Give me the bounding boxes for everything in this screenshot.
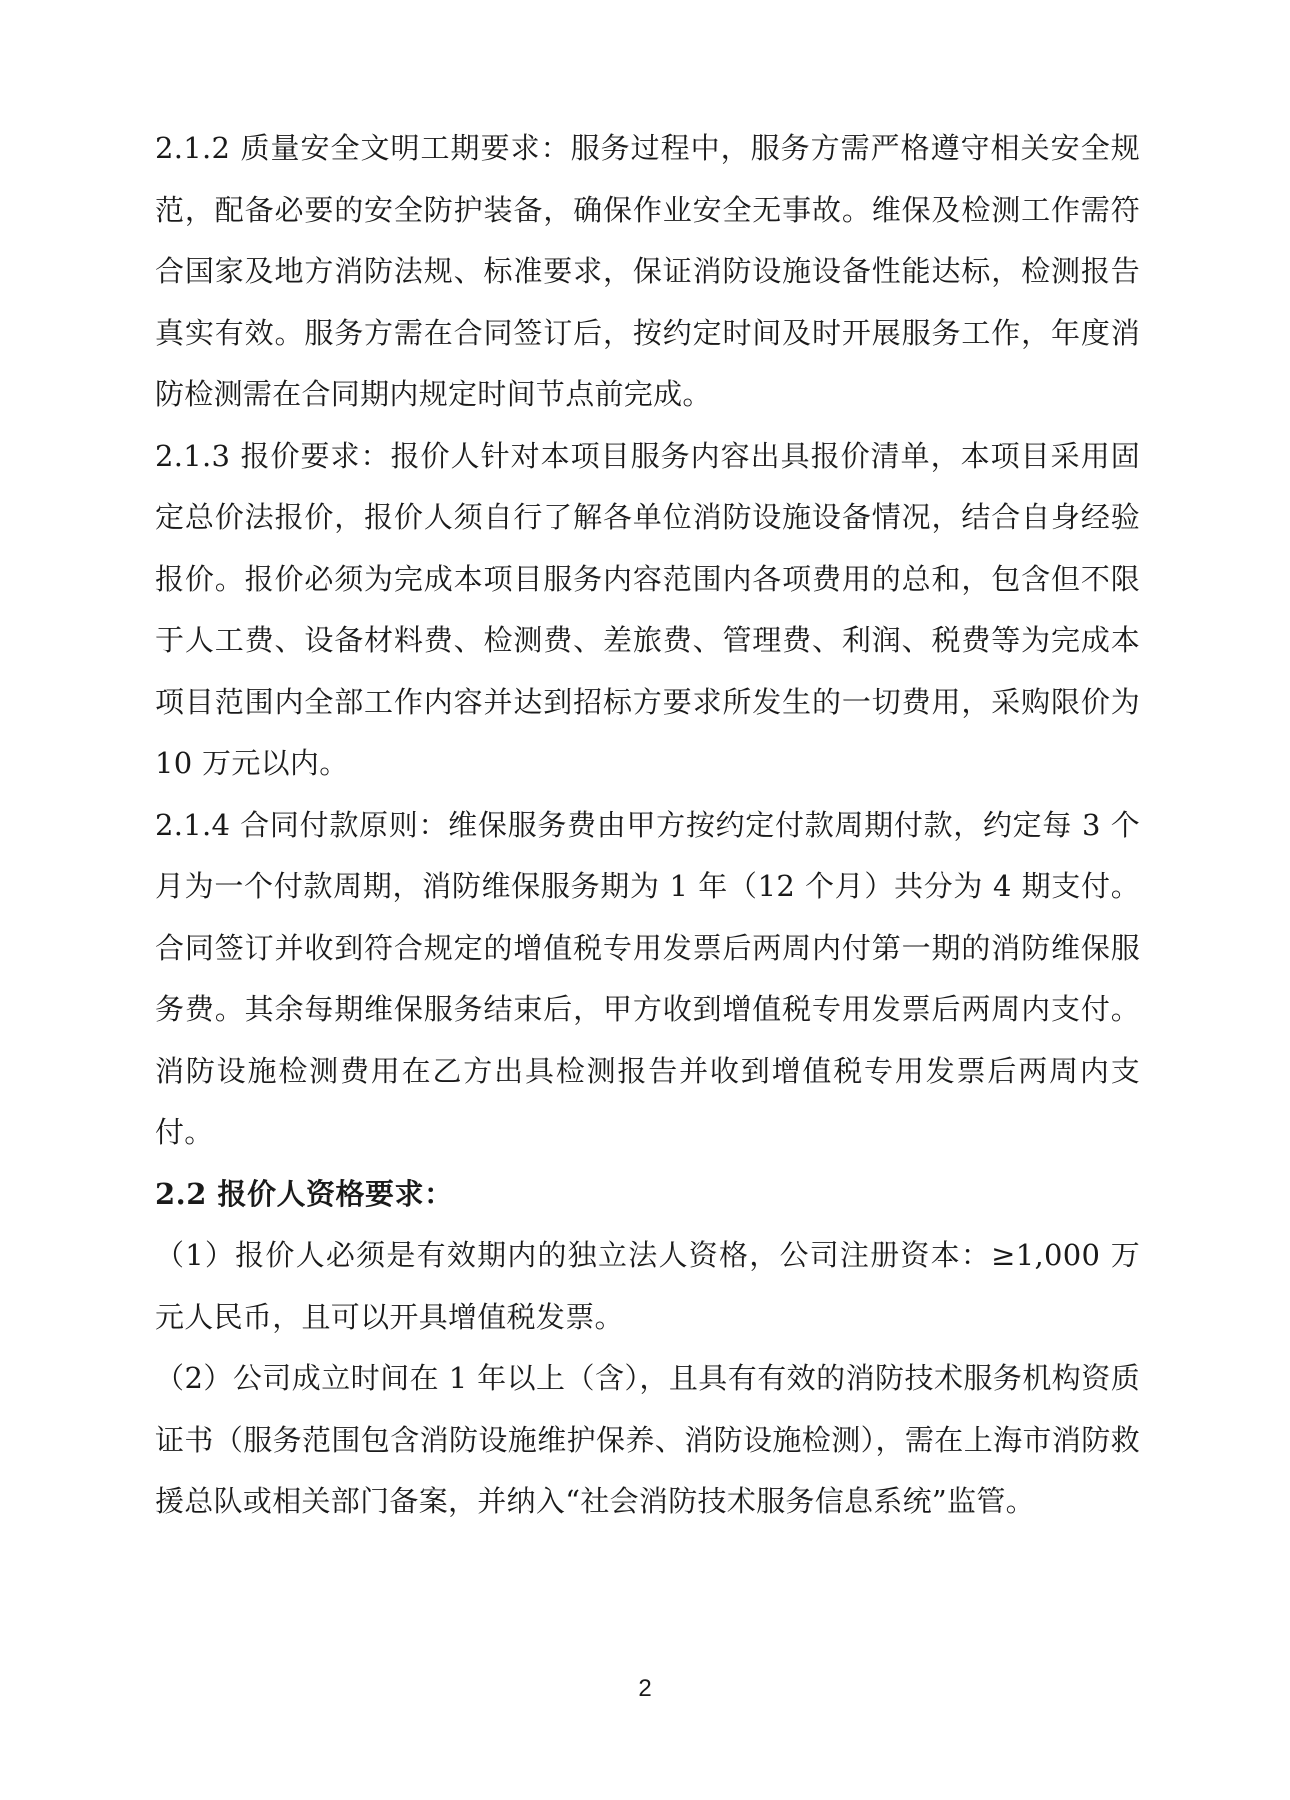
paragraph-2-1-2: 2.1.2 质量安全文明工期要求：服务过程中，服务方需严格遵守相关安全规范，配备必要的安全防护装备，确保作业安全无事故。维保及检测工作需符合国家及地方消防法规、标准要求，保证消防设施设备性能达标，检测报告真实有效。服务方需在合同签订后，按约定时间及时开展服务工作，年度消防检测需在合同期内规定时间节点前完成。 [155,131,1140,411]
document-body [155,118,1140,1533]
section-heading-2-2: 2.2 报价人资格要求： [155,1176,454,1211]
paragraph-2-1-4: 2.1.4 合同付款原则：维保服务费由甲方按约定付款周期付款，约定每 3 个月为一个付款周期，消防维保服务期为 1 年（12 个月）共分为 4 期支付。合同签订并收到符合规定的增值税专用发票后两周内付第一期的消防维保服务费。其余每期维保服务结束后，甲方收到增值税专用发票后两周内支付。消防设施检测费用在乙方出具检测报告并收到增值税专用发票后两周内支付。 [155,807,1140,1149]
page-number: 2 [638,1675,652,1702]
qualification-item-2: （2）公司成立时间在 1 年以上（含），且具有有效的消防技术服务机构资质证书（服务范围包含消防设施维护保养、消防设施检测），需在上海市消防救援总队或相关部门备案，并纳入“社会消防技术服务信息系统”监管。 [155,1361,1140,1518]
qualification-item-1: （1）报价人必须是有效期内的独立法人资格，公司注册资本：≥1,000 万元人民币，且可以开具增值税发票。 [155,1238,1140,1334]
paragraph-2-1-3: 2.1.3 报价要求：报价人针对本项目服务内容出具报价清单，本项目采用固定总价法报价，报价人须自行了解各单位消防设施设备情况，结合自身经验报价。报价必须为完成本项目服务内容范围内各项费用的总和，包含但不限于人工费、设备材料费、检测费、差旅费、管理费、利润、税费等为完成本项目范围内全部工作内容并达到招标方要求所发生的一切费用，采购限价为 10 万元以内。 [155,438,1140,780]
